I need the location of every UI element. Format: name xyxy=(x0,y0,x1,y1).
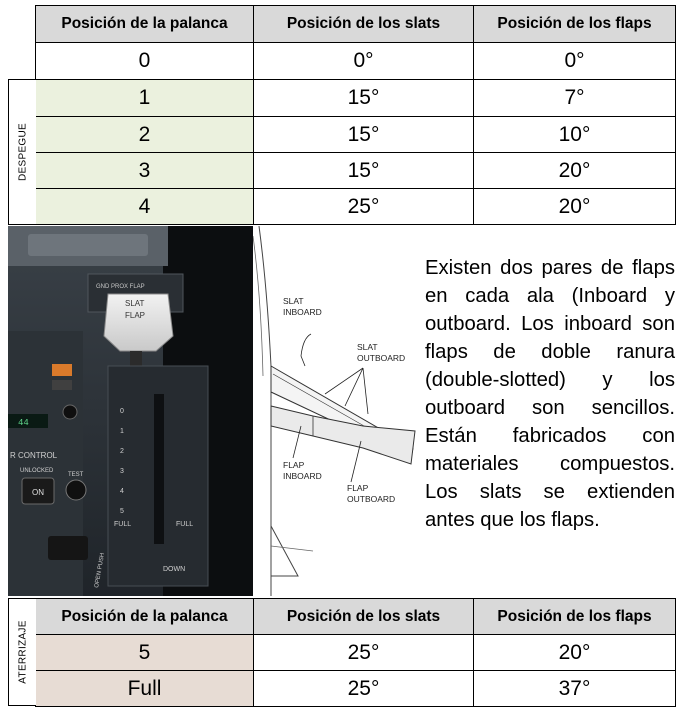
down-label: DOWN xyxy=(163,566,186,573)
slats-cell: 15° xyxy=(254,80,474,117)
lever-cell: 1 xyxy=(36,80,254,117)
flap-inboard-2: INBOARD xyxy=(283,471,322,481)
flaps-cell: 20° xyxy=(474,153,676,189)
scale-1: 1 xyxy=(120,428,124,435)
flaps-cell: 20° xyxy=(474,635,676,671)
flaps-cell: 20° xyxy=(474,189,676,225)
description-text: Existen dos pares de flaps en cada ala (Inboard y outboard. Los inboard son flaps de doble ranura (double-slotted) y los outboard son sencillos. Están fabricados con materiales compuestos. Los slats se extienden antes que los flaps. xyxy=(425,257,675,531)
test-label: TEST xyxy=(68,472,84,478)
slat-inboard-2: INBOARD xyxy=(283,307,322,317)
scale-4: 4 xyxy=(120,488,124,495)
slat-outboard-2: OUTBOARD xyxy=(357,353,406,363)
scale-2: 2 xyxy=(120,448,124,455)
slat-outboard-1: SLAT xyxy=(357,342,378,352)
scale-0: 0 xyxy=(120,408,124,415)
lever-cell: Full xyxy=(36,671,254,707)
flaps-cell: 0° xyxy=(474,43,676,80)
scale-5: 5 xyxy=(120,508,124,515)
table-header-row xyxy=(36,6,676,43)
table-row xyxy=(36,153,676,189)
flap-outboard-1: FLAP xyxy=(347,483,369,493)
slats-cell: 25° xyxy=(254,671,474,707)
slats-cell: 15° xyxy=(254,117,474,153)
flap-diagram xyxy=(253,226,420,596)
header-lever: Posición de la palanca xyxy=(36,599,254,635)
full-right: FULL xyxy=(176,521,194,528)
table-row xyxy=(36,635,676,671)
lever-cell: 2 xyxy=(36,117,254,153)
flaps-cell: 10° xyxy=(474,117,676,153)
slat-inboard-1: SLAT xyxy=(283,296,304,306)
lever-cell: 3 xyxy=(36,153,254,189)
takeoff-side-label xyxy=(8,79,36,225)
landing-table xyxy=(35,598,676,707)
flap-inboard-1: FLAP xyxy=(283,460,305,470)
full-left: FULL xyxy=(114,521,132,528)
table-header-row xyxy=(36,599,676,635)
open-push-label: OPEN PUSH xyxy=(94,552,107,589)
placard-slat: SLAT xyxy=(125,299,145,308)
on-label: ON xyxy=(32,488,44,497)
flaps-cell: 37° xyxy=(474,671,676,707)
table-row xyxy=(36,80,676,117)
flap-outboard-2: OUTBOARD xyxy=(347,494,396,504)
header-lever: Posición de la palanca xyxy=(36,6,254,43)
header-slats: Posición de los slats xyxy=(254,6,474,43)
table-row xyxy=(36,189,676,225)
table-row xyxy=(36,671,676,707)
header-flaps: Posición de los flaps xyxy=(474,6,676,43)
lever-cell: 0 xyxy=(36,43,254,80)
readout: 44 xyxy=(18,418,29,428)
takeoff-label-text: DESPEGUE xyxy=(17,123,28,181)
table-row xyxy=(36,43,676,80)
slats-cell: 0° xyxy=(254,43,474,80)
control-label: R CONTROL xyxy=(10,451,58,460)
flaps-cell: 7° xyxy=(474,80,676,117)
header-slats: Posición de los slats xyxy=(254,599,474,635)
lever-cell: 4 xyxy=(36,189,254,225)
slats-cell: 15° xyxy=(254,153,474,189)
lever-cell: 5 xyxy=(36,635,254,671)
takeoff-table xyxy=(35,5,676,225)
landing-side-label xyxy=(8,598,36,706)
scale-3: 3 xyxy=(120,468,124,475)
header-flaps: Posición de los flaps xyxy=(474,599,676,635)
landing-label-text: ATERRIZAJE xyxy=(17,620,28,684)
table-row xyxy=(36,117,676,153)
unlocked-label: UNLOCKED xyxy=(20,468,54,474)
placard-flap: FLAP xyxy=(125,311,146,320)
slats-cell: 25° xyxy=(254,189,474,225)
panel-top-label: GND PROX FLAP xyxy=(96,284,145,290)
slats-cell: 25° xyxy=(254,635,474,671)
cockpit-photo xyxy=(8,226,253,596)
